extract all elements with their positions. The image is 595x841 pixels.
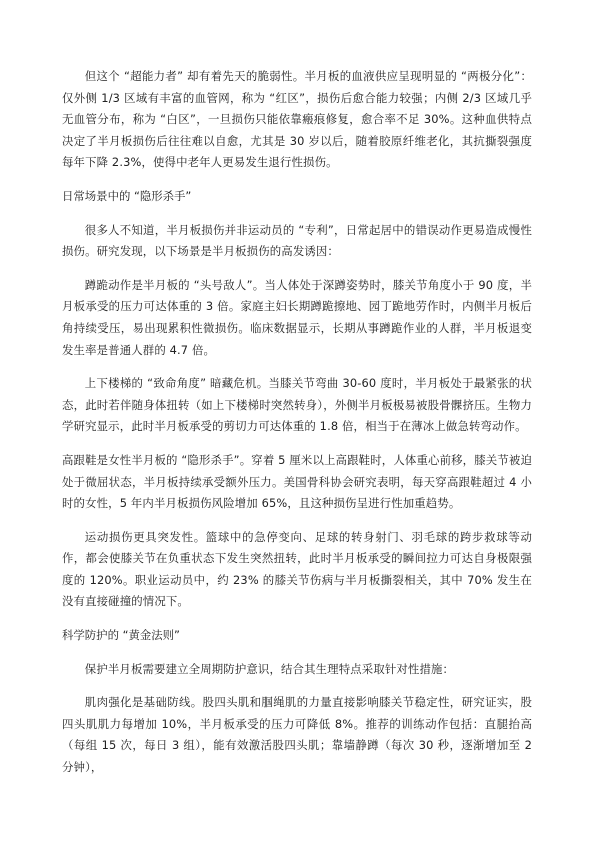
paragraph-protection-intro: 保护半月板需要建立全周期防护意识，结合其生理特点采取针对性措施： [84, 661, 455, 676]
paragraph-daily-injury-intro: 很多人不知道，半月板损伤并非运动员的 “专利”，日常起居中的错误动作更易造成慢性损伤。研究发现，以下场景是半月板损伤的高发诱因： [62, 222, 532, 259]
paragraph-stairs: 上下楼梯的 “致命角度” 暗藏危机。当膝关节弯曲 30-60 度时，半月板处于最紧张的状态，此时若伴随身体扭转（如上下楼梯时突然转身），外侧半月板极易被股骨髁挤压。生物力学研究显示，此时半月板承受的剪切力可达体重的 1.8 倍，相当于在薄冰上做急转弯动作。 [62, 376, 532, 434]
paragraph-meniscus-blood-supply: 但这个 “超能力者” 却有着先天的脆弱性。半月板的血液供应呈现明显的 “两极分化”：仅外侧 1/3 区域有丰富的血管网，称为 “红区”，损伤后愈合能力较强；内侧 2/3 区域几乎无血管分布，称为 “白区”，一旦损伤只能依靠瘢痕修复，愈合率不足 30%。这种血供特点决定了半月板损伤后往往难以自愈，尤其是 30 岁以后，随着胶原纤维老化，其抗撕裂强度每年下降 2.3%，使得中老年人更易发生退行性损伤。 [62, 69, 532, 170]
paragraph-high-heels: 高跟鞋是女性半月板的 “隐形杀手”。穿着 5 厘米以上高跟鞋时，人体重心前移，膝关节被迫处于微屈状态，半月板持续承受额外压力。美国骨科协会研究表明，每天穿高跟鞋超过 4 小时的女性，5 年内半月板损伤风险增加 65%，且这种损伤呈进行性加重趋势。 [62, 452, 532, 511]
paragraph-muscle-strengthening: 肌肉强化是基础防线。股四头肌和腘绳肌的力量直接影响膝关节稳定性，研究证实，股四头肌肌力每增加 10%，半月板承受的压力可降低 8%。推荐的训练动作包括：直腿抬高（每组 15 次，每日 3 组），能有效激活股四头肌；靠墙静蹲（每次 30 秒，逐渐增加至 2 分钟）， [62, 695, 532, 775]
article-body [62, 66, 532, 791]
section-heading-hidden-killer: 日常场景中的 “隐形杀手” [62, 188, 192, 203]
paragraph-squatting: 蹲跪动作是半月板的 “头号敌人”。当人体处于深蹲姿势时，膝关节角度小于 90 度，半月板承受的压力可达体重的 3 倍。家庭主妇长期蹲跪擦地、园丁跪地劳作时，内侧半月板后角持续受压，易出现累积性微损伤。临床数据显示，长期从事蹲跪作业的人群，半月板退变发生率是普通人群的 4.7 倍。 [62, 277, 532, 357]
section-heading-golden-rules: 科学防护的 “黄金法则” [62, 628, 180, 643]
paragraph-sports-injury: 运动损伤更具突发性。篮球中的急停变向、足球的转身射门、羽毛球的跨步救球等动作，都会使膝关节在负重状态下发生突然扭转，此时半月板承受的瞬间拉力可达自身极限强度的 120%。职业运动员中，约 23% 的膝关节伤病与半月板撕裂相关，其中 70% 发生在没有直接碰撞的情况下。 [62, 529, 532, 609]
